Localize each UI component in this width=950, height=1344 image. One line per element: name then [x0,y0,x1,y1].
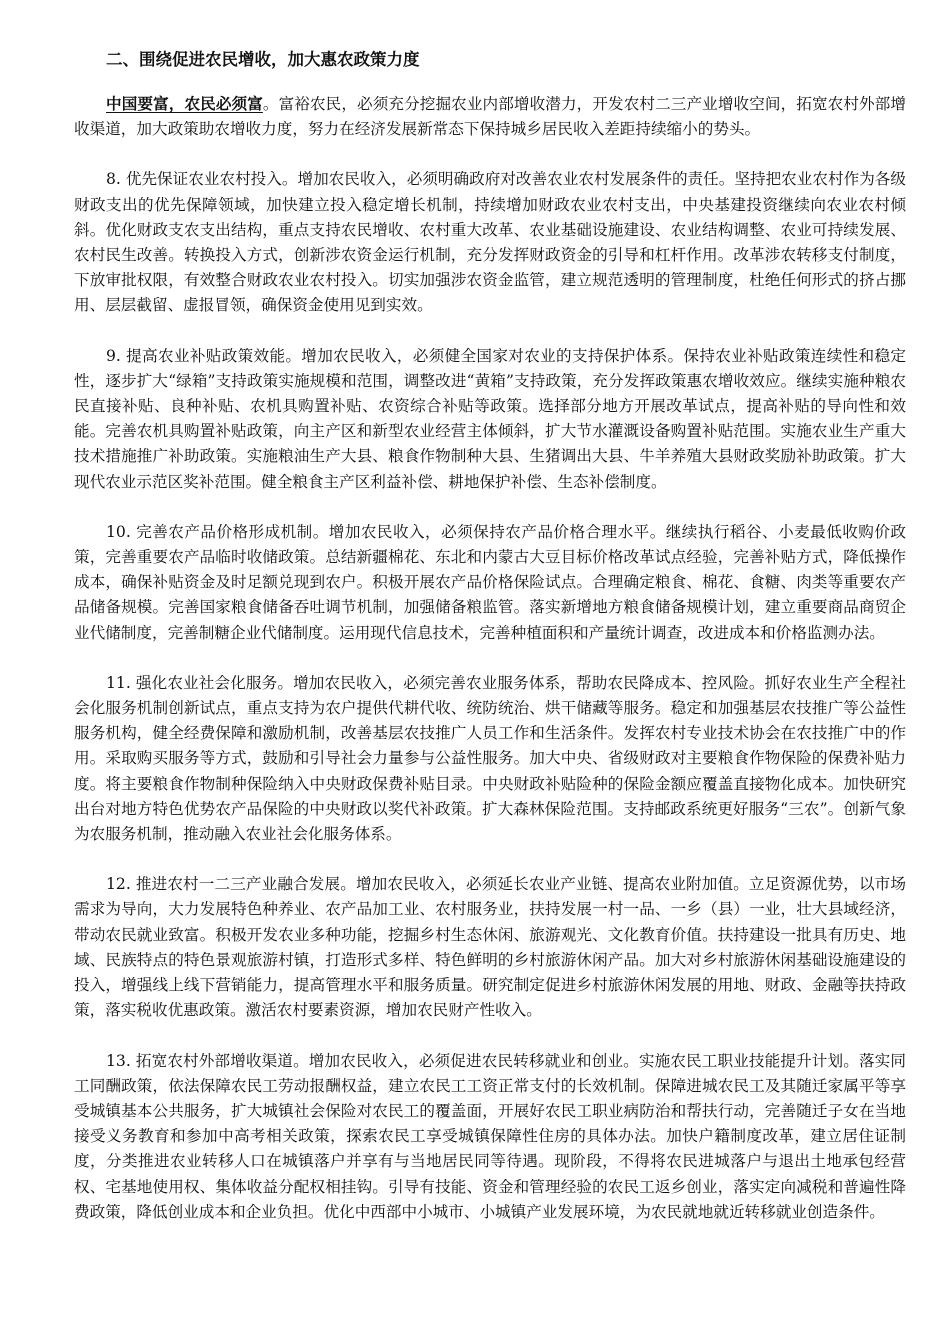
intro-body-text: 。富裕农民，必须充分挖掘农业内部增收潜力，开发农村二三产业增收空间，拓宽农村外部增收渠道，加大政策助农增收力度，努力在经济发展新常态下保持城乡居民收入差距持续缩小的势头。 [74,95,906,139]
paragraph-8: 8. 优先保证农业农村投入。增加农民收入，必须明确政府对改善农业农村发展条件的责任。坚持把农业农村作为各级财政支出的优先保障领域，加快建立投入稳定增长机制，持续增加财政农业农村支出，中央基建投资继续向农业农村倾斜。优化财政支农支出结构，重点支持农民增收、农村重大改革、农业基础设施建设、农业结构调整、农业可持续发展、农村民生改善。转换投入方式，创新涉农资金运行机制，充分发挥财政资金的引导和杠杆作用。改革涉农转移支付制度，下放审批权限，有效整合财政农业农村投入。切实加强涉农资金监管，建立规范透明的管理制度，杜绝任何形式的挤占挪用、层层截留、虚报冒领，确保资金使用见到实效。 [74,170,906,315]
intro-paragraph [74,92,906,142]
paragraph-13: 13. 拓宽农村外部增收渠道。增加农民收入，必须促进农民转移就业和创业。实施农民工职业技能提升计划。落实同工同酬政策，依法保障农民工劳动报酬权益，建立农民工工资正常支付的长效机制。保障进城农民工及其随迁家属平等享受城镇基本公共服务，扩大城镇社会保险对农民工的覆盖面，开展好农民工职业病防治和帮扶行动，完善随迁子女在当地接受义务教育和参加中高考相关政策，探索农民工享受城镇保障性住房的具体办法。加快户籍制度改革，建立居住证制度，分类推进农业转移人口在城镇落户并享有与当地居民同等待遇。现阶段，不得将农民进城落户与退出土地承包经营权、宅基地使用权、集体收益分配权相挂钩。引导有技能、资金和管理经验的农民工返乡创业，落实定向减税和普遍性降费政策，降低创业成本和企业负担。优化中西部中小城市、小城镇产业发展环境，为农民就地就近转移就业创造条件。 [74,1051,906,1221]
paragraph-10: 10. 完善农产品价格形成机制。增加农民收入，必须保持农产品价格合理水平。继续执行稻谷、小麦最低收购价政策，完善重要农产品临时收储政策。总结新疆棉花、东北和内蒙古大豆目标价格改革试点经验，完善补贴方式，降低操作成本，确保补贴资金及时足额兑现到农户。积极开展农产品价格保险试点。合理确定粮食、棉花、食糖、肉类等重要农产品储备规模。完善国家粮食储备吞吐调节机制，加强储备粮监管。落实新增地方粮食储备规模计划，建立重要商品商贸企业代储制度，完善制糖企业代储制度。运用现代信息技术，完善种植面积和产量统计调查，改进成本和价格监测办法。 [74,522,906,642]
paragraph-11: 11. 强化农业社会化服务。增加农民收入，必须完善农业服务体系，帮助农民降成本、控风险。抓好农业生产全程社会化服务机制创新试点，重点支持为农户提供代耕代收、统防统治、烘干储藏等服务。稳定和加强基层农技推广等公益性服务机构，健全经费保障和激励机制，改善基层农技推广人员工作和生活条件。发挥农村专业技术协会在农技推广中的作用。采取购买服务等方式，鼓励和引导社会力量参与公益性服务。加大中央、省级财政对主要粮食作物保险的保费补贴力度。将主要粮食作物制种保险纳入中央财政保费补贴目录。中央财政补贴险种的保险金额应覆盖直接物化成本。加快研究出台对地方特色优势农产品保险的中央财政以奖代补政策。扩大森林保险范围。支持邮政系统更好服务“三农”。创新气象为农服务机制，推动融入农业社会化服务体系。 [74,673,906,844]
paragraph-9: 9. 提高农业补贴政策效能。增加农民收入，必须健全国家对农业的支持保护体系。保持农业补贴政策连续性和稳定性，逐步扩大“绿箱”支持政策实施规模和范围，调整改进“黄箱”支持政策，充分发挥政策惠农增收效应。继续实施种粮农民直接补贴、良种补贴、农机具购置补贴、农资综合补贴等政策。选择部分地方开展改革试点，提高补贴的导向性和效能。完善农机具购置补贴政策，向主产区和新型农业经营主体倾斜，扩大节水灌溉设备购置补贴范围。实施农业生产重大技术措施推广补助政策。实施粮油生产大县、粮食作物制种大县、生猪调出大县、牛羊养殖大县财政奖励补助政策。扩大现代农业示范区奖补范围。健全粮食主产区利益补偿、耕地保护补偿、生态补偿制度。 [74,346,906,491]
paragraph-12: 12. 推进农村一二三产业融合发展。增加农民收入，必须延长农业产业链、提高农业附加值。立足资源优势，以市场需求为导向，大力发展特色种养业、农产品加工业、农村服务业，扶持发展一村一品、一乡（县）一业，壮大县域经济，带动农民就业致富。积极开发农业多种功能，挖掘乡村生态休闲、旅游观光、文化教育价值。扶持建设一批具有历史、地域、民族特点的特色景观旅游村镇，打造形式多样、特色鲜明的乡村旅游休闲产品。加大对乡村旅游休闲基础设施建设的投入，增强线上线下营销能力，提高管理水平和服务质量。研究制定促进乡村旅游休闲发展的用地、财政、金融等扶持政策，落实税收优惠政策。激活农村要素资源，增加农民财产性收入。 [74,875,906,1020]
intro-lead-text: 中国要富，农民必须富 [106,95,263,113]
section-heading: 二、围绕促进农民增收，加大惠农政策力度 [106,50,420,69]
